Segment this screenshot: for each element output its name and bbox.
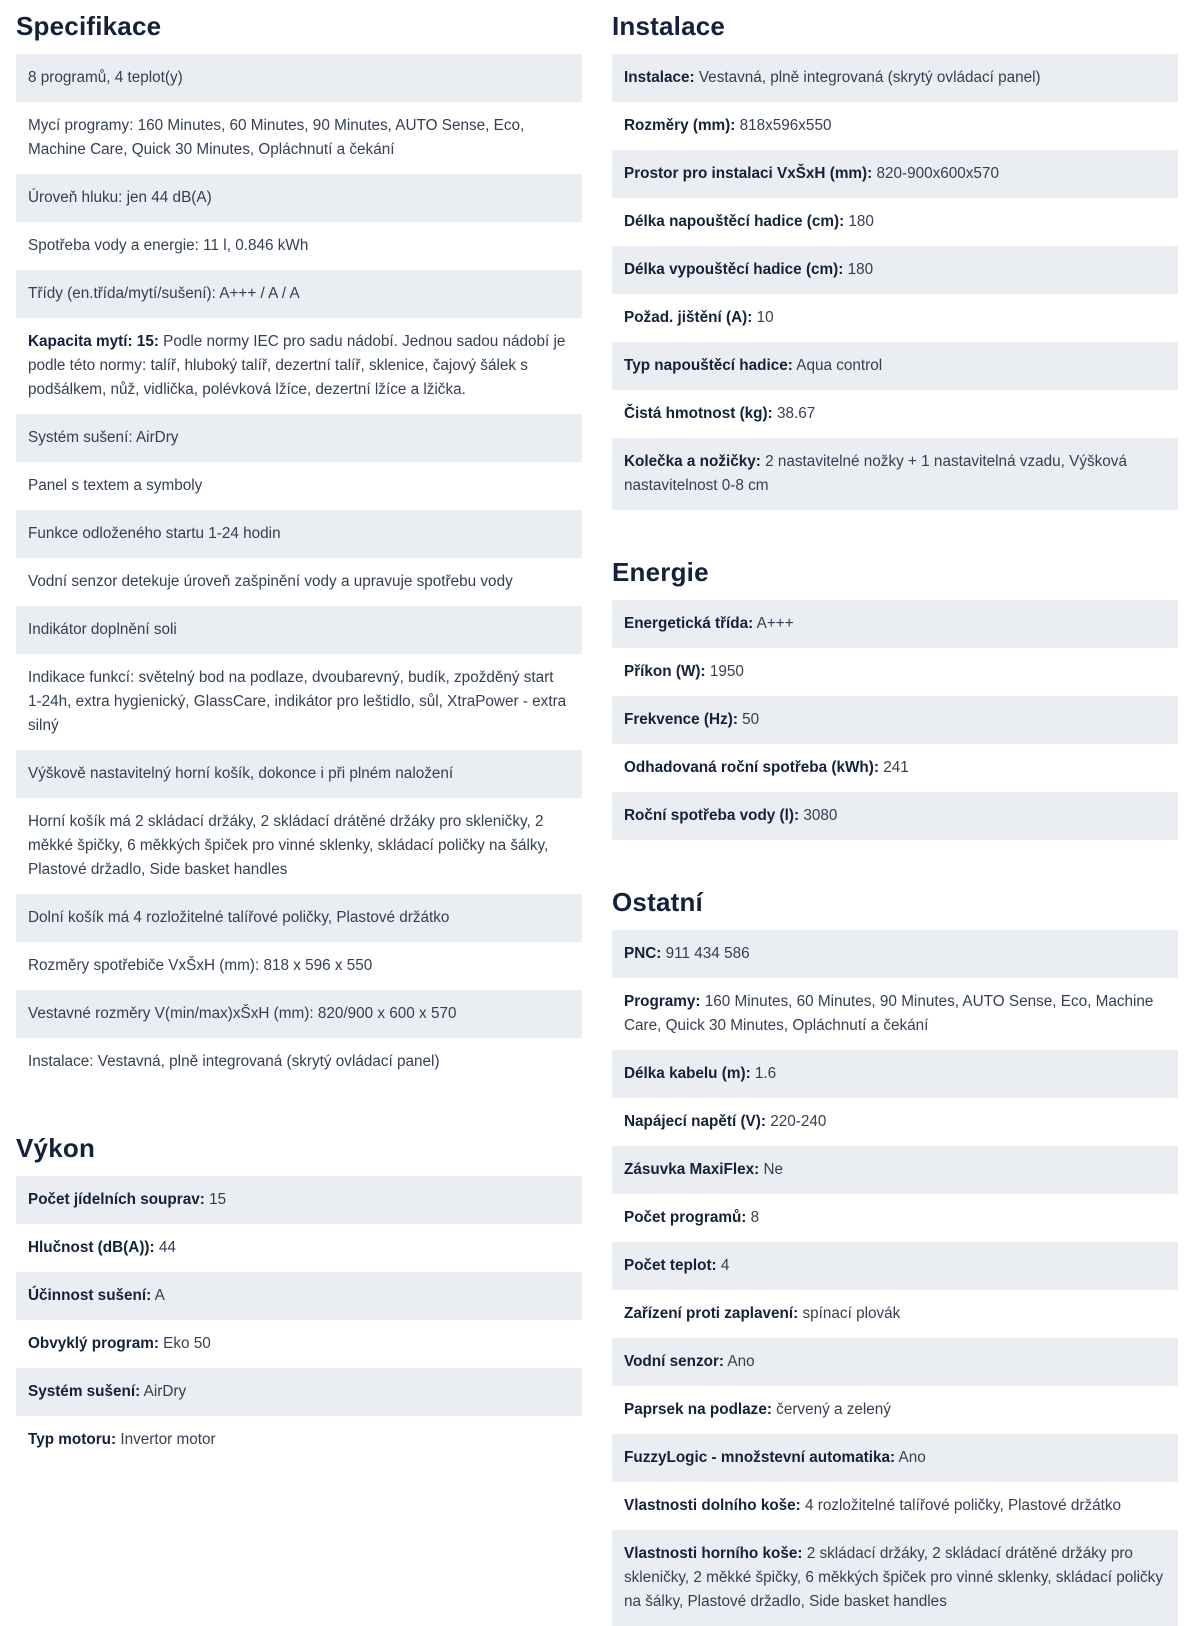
spec-label: Programy: — [624, 993, 701, 1010]
spec-value: 4 rozložitelné talířové poličky, Plastové držátko — [805, 1497, 1122, 1514]
section-specifikace — [16, 0, 582, 1086]
spec-label: Zařízení proti zaplavení: — [624, 1305, 799, 1322]
spec-row — [16, 1416, 582, 1464]
spec-label: Energetická třída: — [624, 615, 754, 632]
spec-row — [612, 600, 1178, 648]
spec-row — [16, 54, 582, 102]
spec-label: Příkon (W): — [624, 663, 706, 680]
spec-label: Typ napouštěcí hadice: — [624, 357, 793, 374]
spec-label: Vodní senzor: — [624, 1353, 724, 1370]
right-column — [612, 0, 1178, 1626]
spec-value: Invertor motor — [120, 1431, 216, 1448]
spec-row — [612, 1146, 1178, 1194]
spec-label: Vlastnosti horního koše: — [624, 1545, 803, 1562]
spec-value: 1.6 — [754, 1065, 777, 1082]
spec-row — [16, 102, 582, 174]
spec-row — [612, 438, 1178, 510]
section-energie — [612, 546, 1178, 840]
spec-row — [16, 654, 582, 750]
spec-value: Ne — [763, 1161, 783, 1178]
spec-label: Kolečka a nožičky: — [624, 453, 761, 470]
spec-label: Délka napouštěcí hadice (cm): — [624, 213, 845, 230]
spec-text: Instalace: Vestavná, plně integrovaná (skrytý ovládací panel) — [28, 1053, 440, 1070]
section-title-vykon: Výkon — [16, 1133, 96, 1163]
spec-label: Vlastnosti dolního koše: — [624, 1497, 801, 1514]
spec-row — [612, 294, 1178, 342]
spec-label: FuzzyLogic - množstevní automatika: — [624, 1449, 896, 1466]
spec-value: 3080 — [803, 807, 838, 824]
spec-row — [16, 510, 582, 558]
spec-label: Počet jídelních souprav: — [28, 1191, 205, 1208]
spec-value: A+++ — [756, 615, 794, 632]
spec-text: Vestavné rozměry V(min/max)xŠxH (mm): 820/900 x 600 x 570 — [28, 1005, 457, 1022]
spec-label: Délka vypouštěcí hadice (cm): — [624, 261, 844, 278]
spec-row — [612, 1386, 1178, 1434]
spec-value: Aqua control — [796, 357, 883, 374]
instalace-list — [612, 54, 1178, 510]
spec-row — [16, 990, 582, 1038]
spec-label: Prostor pro instalaci VxŠxH (mm): — [624, 165, 873, 182]
spec-value: A — [154, 1287, 165, 1304]
spec-row — [16, 222, 582, 270]
spec-row — [612, 1530, 1178, 1626]
spec-label: Frekvence (Hz): — [624, 711, 738, 728]
spec-text: Funkce odloženého startu 1-24 hodin — [28, 525, 281, 542]
specifikace-list — [16, 54, 582, 1086]
spec-text: Úroveň hluku: jen 44 dB(A) — [28, 189, 212, 206]
spec-value: Vestavná, plně integrovaná (skrytý ovládací panel) — [698, 69, 1041, 86]
spec-row — [16, 1224, 582, 1272]
spec-label: Typ motoru: — [28, 1431, 117, 1448]
spec-value: 911 434 586 — [665, 945, 750, 962]
spec-row — [16, 318, 582, 414]
spec-value: 160 Minutes, 60 Minutes, 90 Minutes, AUTO Sense, Eco, Machine Care, Quick 30 Minutes, Opláchnutí a čekání — [624, 993, 1154, 1034]
spec-row — [612, 1434, 1178, 1482]
spec-row — [612, 792, 1178, 840]
spec-text: Spotřeba vody a energie: 11 l, 0.846 kWh — [28, 237, 309, 254]
section-instalace — [612, 0, 1178, 510]
spec-label: Roční spotřeba vody (l): — [624, 807, 800, 824]
spec-row — [16, 1320, 582, 1368]
spec-text: Mycí programy: 160 Minutes, 60 Minutes, 90 Minutes, AUTO Sense, Eco, Machine Care, Quick 30 Minutes, Opláchnutí a čekání — [28, 117, 525, 158]
spec-row — [612, 1482, 1178, 1530]
spec-row — [612, 246, 1178, 294]
ostatni-list — [612, 930, 1178, 1626]
spec-label: PNC: — [624, 945, 662, 962]
spec-value: 38.67 — [776, 405, 816, 422]
spec-value: 1950 — [709, 663, 744, 680]
spec-row — [16, 606, 582, 654]
spec-value: Ano — [898, 1449, 926, 1466]
spec-label: Systém sušení: — [28, 1383, 141, 1400]
spec-label: Účinnost sušení: — [28, 1287, 152, 1304]
section-title-ostatni: Ostatní — [612, 887, 703, 917]
spec-value: 180 — [847, 261, 874, 278]
spec-label: Požad. jištění (A): — [624, 309, 753, 326]
spec-row — [612, 198, 1178, 246]
spec-value: Eko 50 — [163, 1335, 211, 1352]
spec-value: 8 — [750, 1209, 760, 1226]
spec-text: Vodní senzor detekuje úroveň zašpinění vody a upravuje spotřebu vody — [28, 573, 513, 590]
spec-row — [16, 750, 582, 798]
spec-row — [612, 150, 1178, 198]
spec-value: 220-240 — [770, 1113, 827, 1130]
spec-row — [612, 978, 1178, 1050]
spec-row — [612, 1098, 1178, 1146]
spec-row — [16, 1176, 582, 1224]
spec-label: Rozměry (mm): — [624, 117, 736, 134]
spec-row — [16, 174, 582, 222]
spec-label: Hlučnost (dB(A)): — [28, 1239, 155, 1256]
spec-label: Počet teplot: — [624, 1257, 717, 1274]
spec-label: Kapacita mytí: 15: — [28, 333, 159, 350]
spec-row — [16, 414, 582, 462]
section-title-specifikace: Specifikace — [16, 11, 162, 41]
spec-value: AirDry — [143, 1383, 187, 1400]
spec-value: 2 skládací držáky, 2 skládací drátěné držáky pro skleničky, 2 měkké špičky, 6 měkkých špiček pro vinné sklenky, skládací poličky na šálky, Plastové držadlo, Side basket handles — [624, 1545, 1163, 1610]
spec-row — [612, 390, 1178, 438]
spec-row — [16, 558, 582, 606]
section-title-instalace: Instalace — [612, 11, 726, 41]
spec-value: 44 — [158, 1239, 176, 1256]
spec-text: 8 programů, 4 teplot(y) — [28, 69, 183, 86]
spec-row — [612, 744, 1178, 792]
spec-value: 180 — [848, 213, 874, 230]
spec-text: Indikace funkcí: světelný bod na podlaze, dvoubarevný, budík, zpožděný start 1-24h, extra hygienický, GlassCare, indikátor pro leštidlo, sůl, XtraPower - extra silný — [28, 669, 567, 734]
spec-value: 818x596x550 — [739, 117, 832, 134]
spec-row — [612, 1338, 1178, 1386]
spec-value: 2 nastavitelné nožky + 1 nastavitelná vzadu, Výšková nastavitelnost 0-8 cm — [624, 453, 1127, 494]
section-vykon — [16, 1122, 582, 1464]
spec-row — [612, 1290, 1178, 1338]
spec-value: Ano — [727, 1353, 755, 1370]
spec-label: Délka kabelu (m): — [624, 1065, 751, 1082]
spec-label: Instalace: — [624, 69, 695, 86]
spec-row — [612, 54, 1178, 102]
spec-label: Zásuvka MaxiFlex: — [624, 1161, 760, 1178]
spec-row — [16, 894, 582, 942]
spec-row — [16, 798, 582, 894]
spec-row — [612, 102, 1178, 150]
spec-value: 241 — [883, 759, 909, 776]
spec-text: Indikátor doplnění soli — [28, 621, 177, 638]
vykon-list — [16, 1176, 582, 1464]
spec-label: Čistá hmotnost (kg): — [624, 405, 773, 422]
spec-value: spínací plovák — [802, 1305, 901, 1322]
spec-text: Rozměry spotřebiče VxŠxH (mm): 818 x 596 x 550 — [28, 957, 373, 974]
spec-row — [16, 462, 582, 510]
spec-row — [16, 1368, 582, 1416]
spec-row — [16, 1038, 582, 1086]
spec-value: 820-900x600x570 — [876, 165, 999, 182]
spec-label: Paprsek na podlaze: — [624, 1401, 772, 1418]
spec-value: červený a zelený — [776, 1401, 891, 1418]
section-ostatni — [612, 876, 1178, 1626]
spec-label: Obvyklý program: — [28, 1335, 159, 1352]
spec-text: Dolní košík má 4 rozložitelné talířové poličky, Plastové držátko — [28, 909, 450, 926]
spec-row — [612, 930, 1178, 978]
left-column — [16, 0, 582, 1464]
spec-value: Podle normy IEC pro sadu nádobí. Jednou sadou nádobí je podle této normy: talíř, hluboký talíř, dezertní talíř, sklenice, čajový šálek s podšálkem, nůž, vidlička, polévková lžíce, dezertní lžíce a lžička. — [28, 333, 566, 398]
spec-value: 15 — [209, 1191, 227, 1208]
spec-text: Systém sušení: AirDry — [28, 429, 179, 446]
spec-text: Horní košík má 2 skládací držáky, 2 skládací drátěné držáky pro skleničky, 2 měkké špičky, 6 měkkých špiček pro vinné sklenky, skládací poličky na šálky, Plastové držadlo, Side basket handles — [28, 813, 549, 878]
section-title-energie: Energie — [612, 557, 709, 587]
spec-value: 50 — [742, 711, 760, 728]
spec-label: Napájecí napětí (V): — [624, 1113, 766, 1130]
spec-row — [16, 1272, 582, 1320]
spec-text: Panel s textem a symboly — [28, 477, 203, 494]
energie-list — [612, 600, 1178, 840]
spec-label: Odhadovaná roční spotřeba (kWh): — [624, 759, 879, 776]
spec-row — [612, 648, 1178, 696]
spec-text: Výškově nastavitelný horní košík, dokonce i při plném naložení — [28, 765, 454, 782]
spec-text: Třídy (en.třída/mytí/sušení): A+++ / A / A — [28, 285, 300, 302]
spec-row — [612, 1050, 1178, 1098]
spec-row — [612, 342, 1178, 390]
spec-value: 10 — [756, 309, 774, 326]
spec-row — [612, 696, 1178, 744]
spec-row — [612, 1242, 1178, 1290]
spec-row — [612, 1194, 1178, 1242]
spec-row — [16, 270, 582, 318]
spec-value: 4 — [720, 1257, 730, 1274]
spec-label: Počet programů: — [624, 1209, 747, 1226]
spec-row — [16, 942, 582, 990]
